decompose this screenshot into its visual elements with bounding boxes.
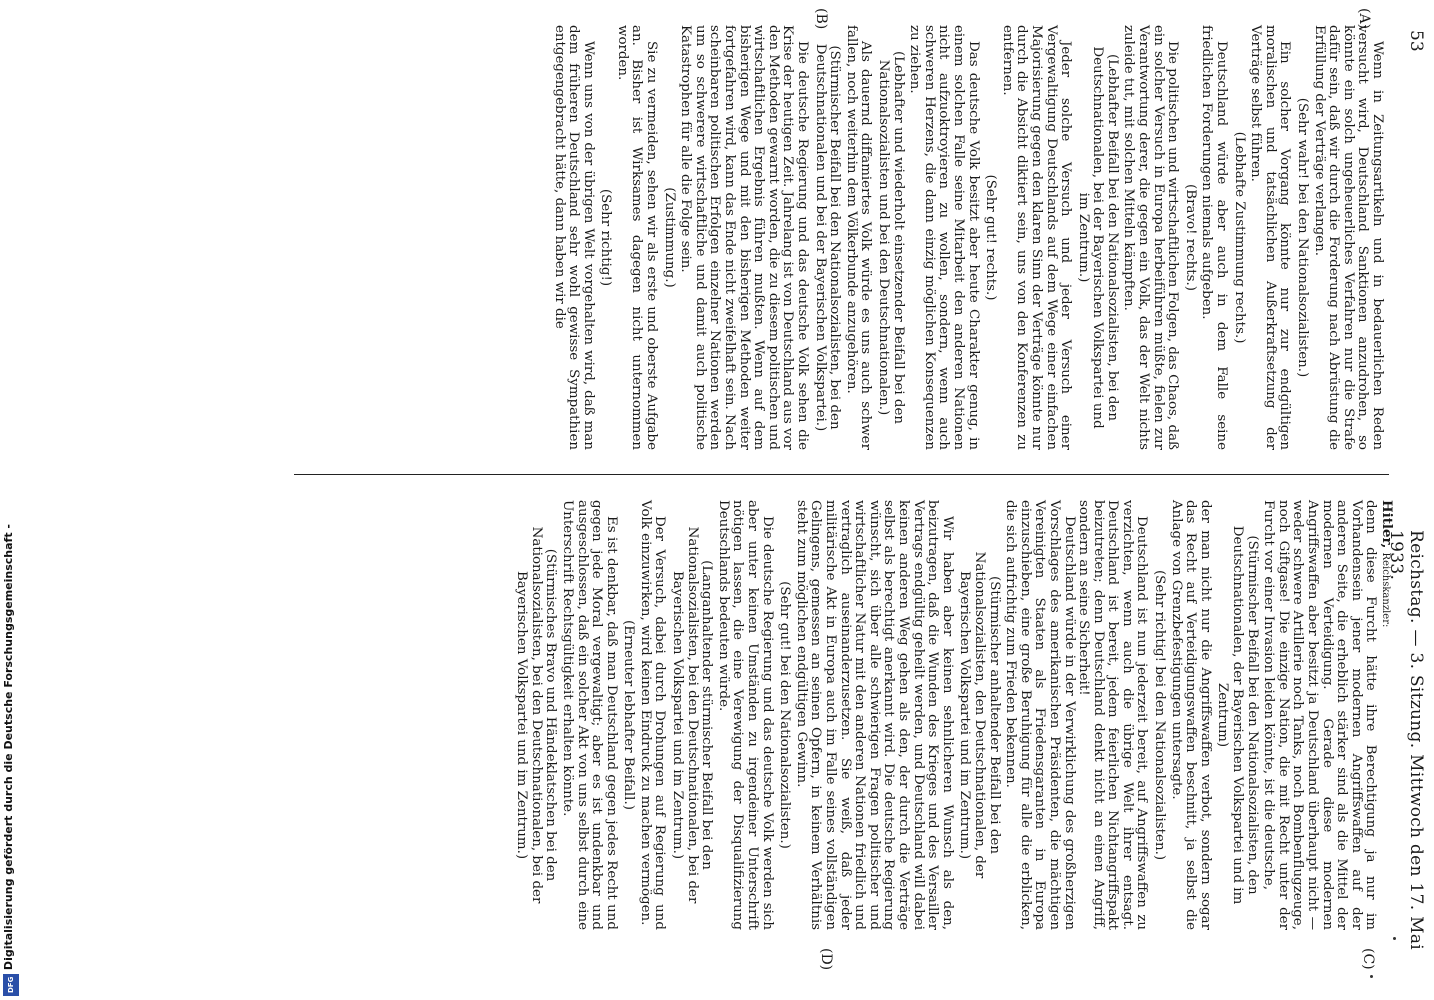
reaction-note: (Lebhafter Beifall bei den Nationalsozialisten, bei den Deutschnationalen, bei der Bayerischen Volkspartei und im Zentrum.) (1075, 46, 1120, 429)
scan-speck (1370, 975, 1373, 978)
paragraph: Das deutsche Volk besitzt aber heute Charakter genug, in einem solchen Falle seine Mitarbeit den anderen Nationen nicht aufzuoktroyieren zu wollen, sondern, wenn auch schweren Herzens, die dann einzig möglichen Konsequenzen zu ziehen. (907, 25, 981, 450)
running-title: Reichstag. — 3. Sitzung. Mittwoch den 17. Mai 1933. (1386, 530, 1426, 951)
footer-strip (0, 0, 22, 1000)
reaction-note: (Stürmischer anhaltender Beifall bei den Nationalsozialisten, den Deutschnationalen, der Bayerischen Volkspartei und im Zentrum.) (957, 551, 1002, 879)
paragraph: Die deutsche Regierung und das deutsche Volk werden sich aber unter keinen Umständen zu irgendeiner Unterschrift nötigen lassen, die eine Verewigung der Disqualifizierung Deutschlands bedeuten würde. (715, 500, 775, 930)
dfg-logo: DFG (3, 974, 19, 996)
paragraph: Jeder solche Versuch und jeder Versuch einer Vergewaltigung Deutschlands auf dem Wege einer einfachen Majorisierung gegen den klaren Sinn der Verträge könnte nur durch die Absicht diktiert sein, uns von den Konferenzen zu entfernen. (999, 25, 1074, 450)
speaker-role: Reichskanzler: (1380, 552, 1391, 628)
paragraph: Wir haben aber keinen sehnlicheren Wunsch als den, beizutragen, daß die Wunden des Krieges und des Versailler Vertrags endgültig geheilt werden, und Deutschland will dabei keinen anderen Weg gehen als den, der durch die Verträge selbst als berechtigt anerkannt wird. Die deutsche Regierung wünscht, sich über alle schwierigen Fragen politischer und wirtschaftlicher Natur mit den anderen Nationen friedlich und vertraglich auseinanderzusetzen. Sie weiß, daß jeder militärische Akt in Europa auch im Falle seines vollständigen Gelingens, gemessen an seinen Opfern, in keinem Verhältnis steht zum möglichen endgültigen Gewinn. (793, 500, 955, 930)
paragraph: Wenn uns von der übrigen Welt vorgehalten wird, daß man dem früheren Deutschland sehr wohl gewisse Sympathien entgegengebracht hätte, dann haben wir die (551, 25, 596, 450)
digitization-credit: Digitalisierung gefördert durch die Deutsche Forschungsgemeinschaft - (2, 523, 15, 970)
reaction-note: (Stürmischer Beifall bei den Nationalsozialisten, den Deutschnationalen, der Bayerischen Volkspartei und im Zentrum) (1215, 525, 1260, 905)
speaker-name: Hitler, (1379, 500, 1395, 549)
column-divider (294, 474, 1389, 475)
paragraph: Deutschland ist nun jederzeit bereit, auf Angriffswaffen zu verzichten, wenn auch die übrige Welt ihrer entsagt. Deutschland ist bereit, jedem feierlichen Nichtangriffspakt beizutreten; denn Deutschland denkt nicht an einen Angriff, sondern an seine Sicherheit! (1076, 500, 1150, 930)
reaction-note: (Sehr richtig! bei den Nationalsozialisten.) (1152, 569, 1168, 861)
reaction-note: (Sehr wahr! bei den Nationalsozialisten.) (1295, 97, 1311, 378)
reaction-note: (Lebhafte Zustimmung rechts.) (1231, 131, 1247, 344)
left-column (551, 25, 1384, 450)
reaction-note: (Stürmisches Bravo und Händeklatschen bei den Nationalsozialisten, bei den Deutschnationalen, bei der Bayerischen Volkspartei und im Zentrum.) (514, 526, 559, 904)
reaction-note: (Bravo! rechts.) (1182, 184, 1198, 291)
paragraph: der man nicht nur die Angriffswaffen verbot, sondern sogar das Recht auf Verteidigungswaffen beschnitt, ja selbst die Anlage von Grenzbefestigungen untersagte. (1168, 500, 1213, 930)
paragraph: Ein solcher Vorgang könnte nur zur endgültigen moralischen und tatsächlichen Außerkraftsetzung der Verträge selbst führen. (1248, 25, 1293, 450)
reaction-note: (Lebhafter und wiederholt einsetzender Beifall bei den Nationalsozialisten und bei den Deutschnationalen.) (876, 50, 906, 425)
paragraph: Die politischen und wirtschaftlichen Folgen, das Chaos, daß ein solcher Versuch in Europa herbeiführen müßte, fielen zur Verantwortung derer, die gegen ein Volk, das der Welt nichts zuleide tut, mit solchen Mitteln kämpften. (1121, 25, 1181, 450)
paragraph: Deutschland würde in der Verwirklichung des großherzigen Vorschlages des amerikanischen Präsidenten, die mächtigen Vereinigten Staaten als Friedensgaranten in Europa einzuschieben, eine große Beruhigung für alle die erblicken, die sich aufrichtig zum Frieden bekennen. (1003, 500, 1077, 930)
margin-marker-c: (C) (1360, 948, 1376, 970)
paragraph: Wenn in Zeitungsartikeln und in bedauerlichen Reden versucht wird, Deutschland Sanktionen anzudrohen, so könnte ein solch ungeheuerliches Verfahren nur die Strafe dafür sein, daß wir durch die Forderung nach Abrüstung die Erfüllung der Verträge verlangen. (1311, 25, 1385, 450)
margin-marker-d: (D) (818, 948, 834, 971)
reaction-note: (Erneuter lebhafter Beifall.) (621, 620, 637, 810)
right-column (511, 500, 1394, 930)
paragraph: Die deutsche Regierung und das deutsche Volk sehen die Krise der heutigen Zeit. Jahrelang ist von Deutschland aus vor den Methoden gewarnt worden, die zu diesem politischen und wirtschaftlichen Ergebnis führen mußten. Wenn auf dem bisherigen Wege und mit den bisherigen Methoden weiter fortgefahren wird, kann das Ende nicht zweifelhaft sein. Nach scheinbaren politischen Erfolgen einzelner Nationen werden um so schwerere wirtschaftliche und damit auch politische Katastrophen für alle die Folge sein. (678, 25, 811, 450)
reaction-note: (Sehr gut! bei den Nationalsozialisten.) (777, 581, 793, 849)
page-number: 53 (1406, 30, 1426, 52)
paragraph: denn diese Furcht hätte ihre Berechtigung ja nur im Vorhandensein jener modernen Angriffswaffen auf der anderen Seite, die erheblich stärker sind als die Mittel der modernen Verteidigung. Gerade diese modernen Angriffswaffen aber besitzt ja Deutschland überhaupt nicht — weder schwere Artillerie noch Tanks, noch Bombenflugzeuge, noch Giftgase! Die einzige Nation, die mit Recht unter der Furcht vor einer Invasion leiden könnte, ist die deutsche, (1261, 500, 1379, 930)
reaction-note: (Langanhaltender stürmischer Beifall bei den Nationalsozialisten, bei den Deutschnationalen, bei der Bayerischen Volkspartei und im Zentrum.) (670, 526, 715, 904)
paragraph: Als dauernd diffamiertes Volk würde es uns auch schwer fallen, noch weiterhin dem Völkerbunde anzugehören. (843, 25, 874, 450)
margin-marker-b: (B) (813, 8, 829, 30)
reaction-note: (Sehr richtig!) (598, 188, 614, 287)
paragraph: Es ist denkbar, daß man Deutschland gegen jedes Recht und gegen jede Moral vergewaltigt; aber es ist undenkbar und ausgeschlossen, daß ein solcher Akt von uns selbst durch eine Unterschrift Rechtsgültigkeit erhalten könnte. (559, 500, 619, 930)
reaction-note: (Stürmischer Beifall bei den Nationalsozialisten, bei den Deutschnationalen und bei der Bayerischen Volkspartei.) (812, 43, 843, 432)
margin-marker-a: (A) (1356, 8, 1372, 30)
paragraph: Sie zu vermeiden, sehen wir als erste und oberste Aufgabe an. Bisher ist Wirksames dagegen nicht unternommen worden. (614, 25, 660, 450)
paragraph: Der Versuch, dabei durch Drohungen auf Regierung und Volk einzuwirken, wird keinen Eindruck zu machen vermögen. (637, 500, 668, 930)
speaker-line (1377, 500, 1394, 930)
paragraph: Deutschland würde aber auch in dem Falle seine friedlichen Forderungen niemals aufgeben. (1199, 25, 1230, 450)
reaction-note: (Sehr gut! rechts.) (983, 174, 999, 301)
reaction-note: (Zustimmung.) (661, 187, 677, 288)
scan-speck (1393, 937, 1396, 940)
